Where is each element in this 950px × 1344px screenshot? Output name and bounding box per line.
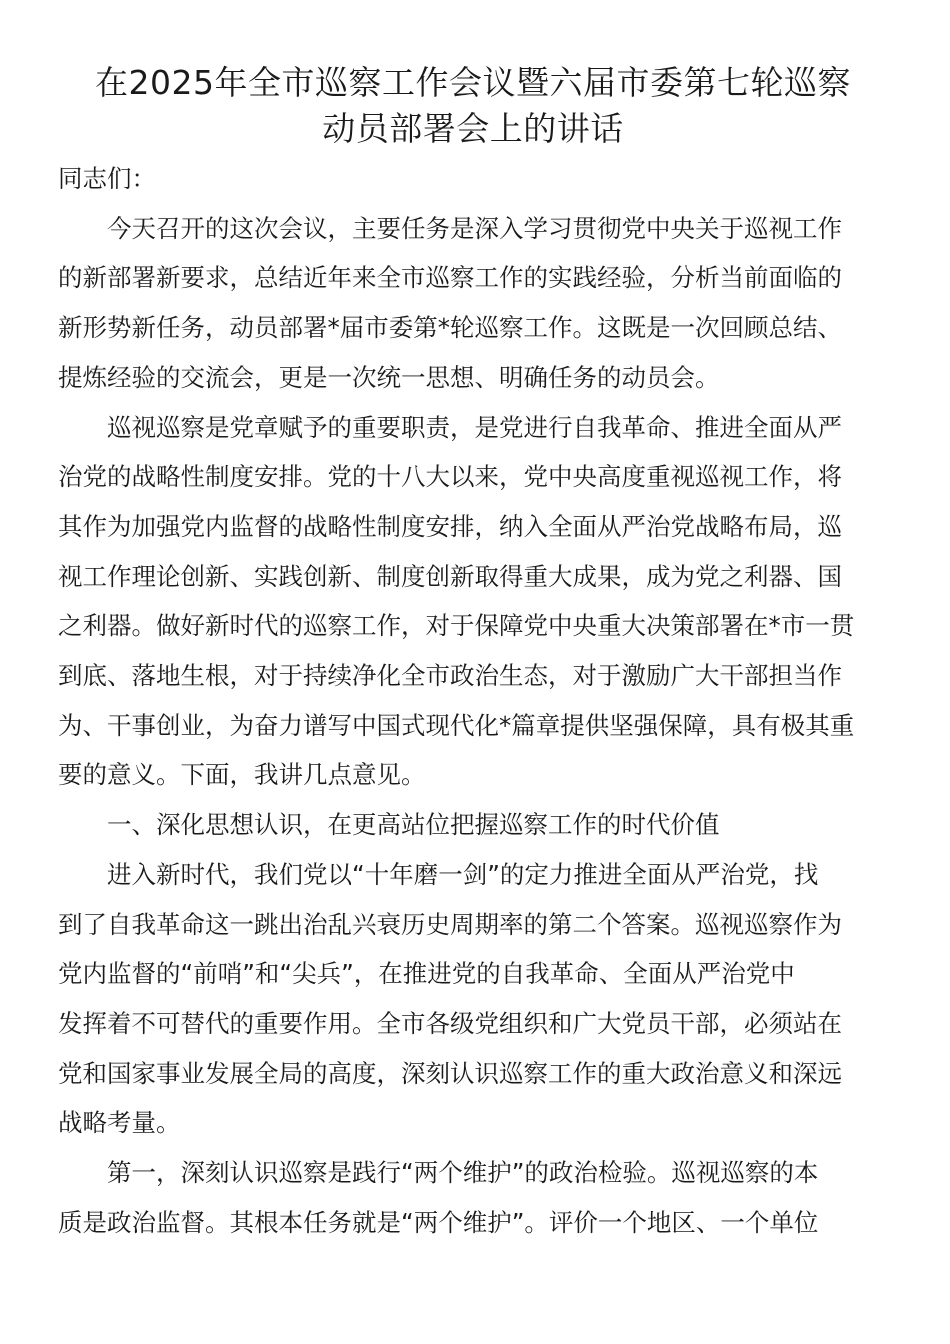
paragraph-new-era xyxy=(58,850,888,1148)
paragraph-line: 视工作理论创新、实践创新、制度创新取得重大成果，成为党之利器、国 xyxy=(58,561,842,591)
paragraph-line: 今天召开的这次会议，主要任务是深入学习贯彻党中央关于巡视工作 xyxy=(107,213,842,243)
paragraph-line: 质是政治监督。其根本任务就是“两个维护”。评价一个地区、一个单位 xyxy=(58,1207,819,1237)
paragraph-line: 要的意义。下面，我讲几点意见。 xyxy=(58,760,426,790)
paragraph-line: 到了自我革命这一跳出治乱兴衰历史周期率的第二个答案。巡视巡察作为 xyxy=(58,909,842,939)
paragraph-line: 党内监督的“前哨”和“尖兵”，在推进党的自我革命、全面从严治党中 xyxy=(58,959,795,989)
section-heading: 一、深化思想认识，在更高站位把握巡察工作的时代价值 xyxy=(107,810,720,840)
paragraph-inspection-significance xyxy=(58,403,888,801)
paragraph-line: 到底、落地生根，对于持续净化全市政治生态，对于激励广大干部担当作 xyxy=(58,661,842,691)
paragraph-line: 进入新时代，我们党以“十年磨一剑”的定力推进全面从严治党，找 xyxy=(107,859,819,889)
paragraph-line: 提炼经验的交流会，更是一次统一思想、明确任务的动员会。 xyxy=(58,362,720,392)
paragraph-line: 新形势新任务，动员部署*届市委第*轮巡察工作。这既是一次回顾总结、 xyxy=(58,313,842,343)
paragraph-line: 发挥着不可替代的重要作用。全市各级党组织和广大党员干部，必须站在 xyxy=(58,1008,842,1038)
document-body xyxy=(58,154,888,1247)
paragraph-line: 党和国家事业发展全局的高度，深刻认识巡察工作的重大政治意义和深远 xyxy=(58,1058,842,1088)
paragraph-line: 战略考量。 xyxy=(58,1108,181,1138)
paragraph-line: 为、干事创业，为奋力谱写中国式现代化*篇章提供坚强保障，具有极其重 xyxy=(58,710,855,740)
paragraph-line: 的新部署新要求，总结近年来全市巡察工作的实践经验，分析当前面临的 xyxy=(58,263,842,293)
paragraph-line: 巡视巡察是党章赋予的重要职责，是党进行自我革命、推进全面从严 xyxy=(107,412,842,442)
paragraph-meeting-purpose xyxy=(58,204,888,403)
title-line-2: 动员部署会上的讲话 xyxy=(322,109,624,148)
salutation: 同志们： xyxy=(58,164,156,193)
paragraph-line: 第一，深刻认识巡察是践行“两个维护”的政治检验。巡视巡察的本 xyxy=(107,1158,819,1188)
document-title xyxy=(58,60,888,152)
paragraph-first-point xyxy=(58,1148,888,1247)
paragraph-line: 之利器。做好新时代的巡察工作，对于保障党中央重大决策部署在*市一贯 xyxy=(58,611,855,641)
title-line-1: 在2025年全市巡察工作会议暨六届市委第七轮巡察 xyxy=(95,63,851,102)
paragraph-line: 治党的战略性制度安排。党的十八大以来，党中央高度重视巡视工作，将 xyxy=(58,462,842,492)
paragraph-line: 其作为加强党内监督的战略性制度安排，纳入全面从严治党战略布局，巡 xyxy=(58,511,842,541)
